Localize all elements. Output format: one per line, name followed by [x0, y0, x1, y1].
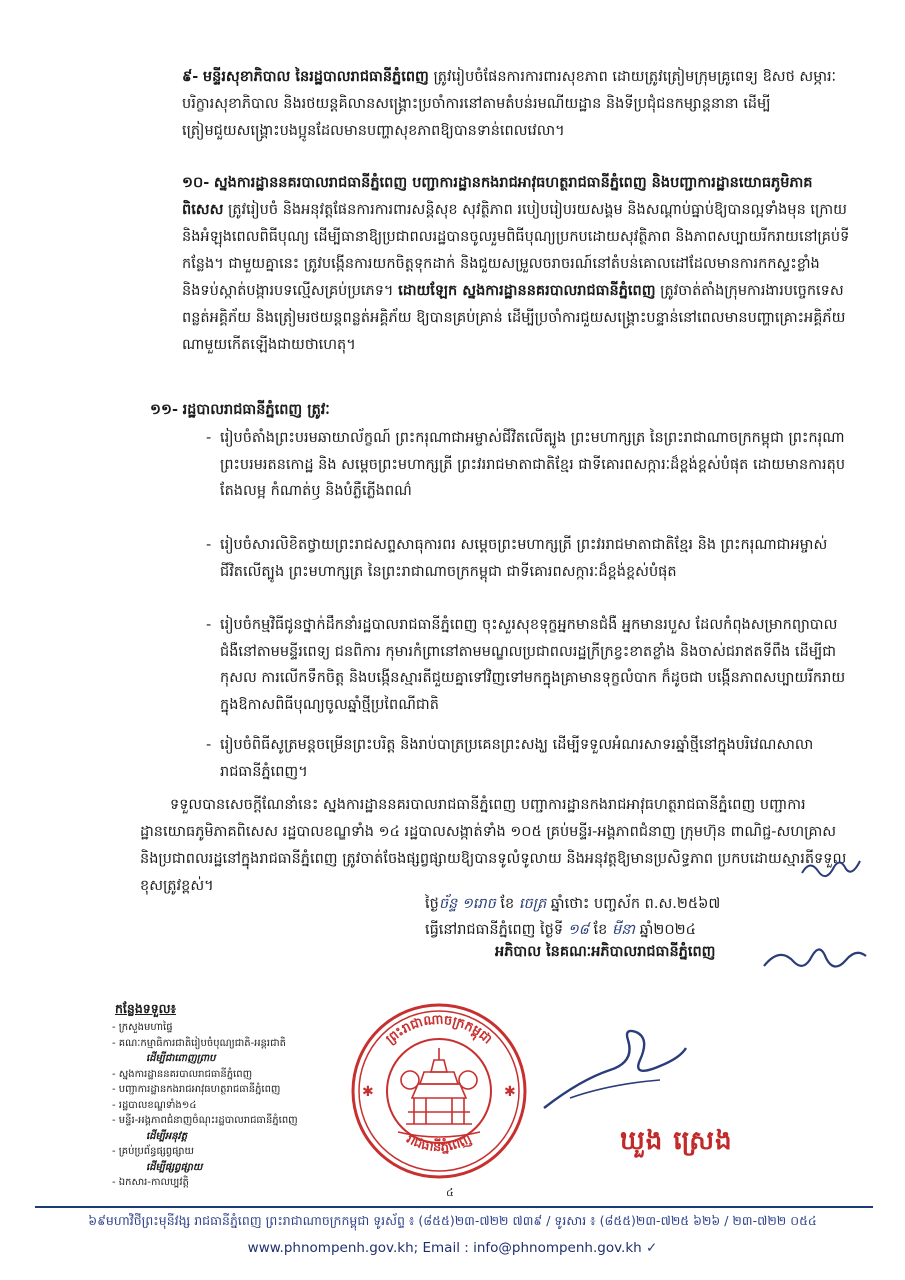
cc-purpose: ដើម្បីជាពោញព្រាប	[146, 1053, 216, 1064]
item-10	[150, 170, 850, 359]
title-signature-icon	[760, 938, 870, 978]
bullet-dash: -	[206, 617, 212, 633]
cc-recipient: - ក្រសួងមហាផ្ទៃ	[112, 1022, 173, 1033]
bullet-dash: -	[206, 737, 212, 753]
solar-date-month: មីនា	[611, 922, 635, 938]
item-11	[150, 397, 850, 424]
bullet-4-text: រៀបចំពិធីសូត្រមន្តចម្រើនព្រះបរិត្ត និងរាប់បាត្រប្រគេនព្រះសង្ឃ ដើម្បីទទួលអំណរសាទរឆ្នាំថ្មីនៅក្នុងបរិវេណសាលារាជធានីភ្នំពេញ។	[220, 737, 814, 780]
page-number: ៤	[446, 1186, 454, 1199]
initials-signature-icon	[800, 855, 862, 881]
footer-divider	[35, 1206, 873, 1208]
lunar-date-day: ច័ន្ទ ១រោច	[438, 896, 496, 912]
bullet-4	[206, 732, 850, 785]
cc-recipient: - បញ្ជាការដ្ឋានកងរាជអាវុធហត្ថរាជធានីភ្នំពេញ	[112, 1084, 281, 1095]
item-9-body: ត្រូវរៀបចំផែនការការពារសុខភាព ដោយត្រូវត្រៀមក្រុមគ្រូពេទ្យ ឱសថ សម្ភារៈបរិក្ខារសុខាភិបាល និងរថយន្តគិលានសង្គ្រោះប្រចាំការនៅតាមតំបន់រមណីយដ្ឋាន និងទីប្រជុំជនកម្សាន្តនានា ដើម្បីត្រៀមជួយសង្គ្រោះបងប្អូនដែលមានបញ្ហាសុខភាពឱ្យបានទាន់ពេលវេលា។	[182, 69, 837, 139]
svg-text:✱: ✱	[362, 1084, 374, 1100]
governor-signature-icon	[540, 1010, 690, 1115]
bullet-dash: -	[206, 537, 212, 553]
checkmark-icon: ✓	[646, 1240, 658, 1256]
item-10-number: ១០-	[182, 175, 210, 191]
footer-address: ៦៩មហាវិថីព្រះមុនីវង្ស រាជធានីភ្នំពេញ ព្រះរាជាណាចក្រកម្ពុជា ទូរស័ព្ទ ៖ (៨៥៥)២៣-៧២២ ៧៣៩ / ទូរសារ ៖ (៨៥៥)២៣-៧២៥ ៦២៦ / ២៣-៧២២ ០៥៤	[88, 1213, 817, 1228]
bullet-2	[206, 532, 850, 585]
official-seal-icon	[348, 1000, 530, 1182]
solar-date-suffix: ឆ្នាំ២០២៤	[634, 922, 696, 938]
footer-web-text: www.phnompenh.gov.kh; Email : info@phnompenh.gov.kh	[247, 1240, 642, 1256]
seal-bottom-text: រាជធានីភ្នំពេញ	[403, 1131, 475, 1156]
closing-paragraph: ទទួលបានសេចក្តីណែនាំនេះ ស្នងការដ្ឋាននគរបាលរាជធានីភ្នំពេញ បញ្ជាការដ្ឋានកងរាជអាវុធហត្ថរាជធានីភ្នំពេញ បញ្ជាការដ្ឋានយោធភូមិភាគពិសេស រដ្ឋបាលខណ្ឌទាំង ១៤ រដ្ឋបាលសង្កាត់ទាំង ១០៥ គ្រប់មន្ទីរ-អង្គភាពជំនាញ ក្រុមហ៊ុន ពាណិជ្ជ-សហគ្រាស និងប្រជាពលរដ្ឋនៅក្នុងរាជធានីភ្នំពេញ ត្រូវចាត់ចែងផ្សព្វផ្សាយឱ្យបានទូលំទូលាយ និងអនុវត្តឱ្យមានប្រសិទ្ធភាព ប្រកបដោយស្មារតីទទួលខុសត្រូវខ្ពស់។	[140, 797, 847, 894]
bullet-1-text: រៀបចំតាំងព្រះបរមឆាយាល័ក្ខណ៍ ព្រះករុណាជាអម្ចាស់ជីវិតលើត្បូង ព្រះមហាក្សត្រ នៃព្រះរាជាណាចក្រកម្ពុជា ព្រះករុណា ព្រះបរមរតនកោដ្ឋ និង សម្តេចព្រះមហាក្សត្រី ព្រះវររាជមាតាជាតិខ្មែរ ជាទីគោរពសក្ការៈដ៏ខ្ពង់ខ្ពស់បំផុត ដោយមានការតុបតែងលម្អ កំណាត់ឫ និងបំភ្លឺភ្លើងពណ៌	[220, 430, 846, 499]
item-9	[160, 64, 850, 145]
bullet-1	[206, 425, 850, 505]
cc-recipient: - រដ្ឋបាលខណ្ឌទាំង១៤	[112, 1099, 197, 1111]
item-9-lead: មន្ទីរសុខាភិបាល នៃរដ្ឋបាលរាជធានីភ្នំពេញ	[202, 69, 429, 85]
item-9-number: ៩-	[182, 69, 199, 85]
solar-date-month-label: ខែ	[588, 922, 612, 938]
item-10-body2: ត្រូវចាត់តាំងក្រុមការងារបច្ចេកទេសពន្លត់អគ្គិភ័យ និងត្រៀមរថយន្តពន្លត់អគ្គិភ័យ ឱ្យបានគ្រប់គ្រាន់ ដើម្បីប្រចាំការជួយសង្គ្រោះបន្ទាន់នៅពេលមានបញ្ហាគ្រោះអគ្គិភ័យណាមួយកើតឡើងជាយថាហេតុ។	[182, 283, 846, 353]
cc-heading: កន្លែងទទួល៖	[115, 1001, 177, 1016]
cc-recipient: - ស្នងការដ្ឋាននគរបាលរាជធានីភ្នំពេញ	[112, 1068, 253, 1080]
signer-name: ឃួង ស្រេង	[620, 1126, 733, 1156]
item-9-text	[160, 64, 850, 145]
svg-text:✱: ✱	[504, 1084, 516, 1100]
cc-list	[112, 1020, 298, 1191]
lunar-date-month-label: ខែ	[495, 896, 519, 912]
cc-purpose: ដើម្បីផ្សព្វផ្សាយ	[146, 1161, 203, 1173]
bullet-3	[206, 612, 850, 718]
item-10-text	[150, 170, 850, 359]
lunar-date-prefix: ថ្ងៃ	[425, 896, 439, 912]
cc-recipient: - មន្ទីរ-អង្គភាពជំនាញចំណុះរដ្ឋបាលរាជធានីភ្នំពេញ	[112, 1115, 298, 1126]
svg-text:ព្រះរាជាណាចក្រកម្ពុជា	[383, 1012, 494, 1047]
bullet-2-text: រៀបចំសារលិខិតថ្វាយព្រះរាជសព្ទសាធុការពរ សម្តេចព្រះមហាក្សត្រី ព្រះវររាជមាតាជាតិខ្មែរ និង ព្រះករុណាជាអម្ចាស់ជីវិតលើត្បូង ព្រះមហាក្សត្រ នៃព្រះរាជាណាចក្រកម្ពុជា ជាទីគោរពសក្ការៈដ៏ខ្ពង់ខ្ពស់បំផុត	[220, 537, 828, 580]
solar-date	[425, 921, 696, 942]
item-10-body: ត្រូវរៀបចំ និងអនុវត្តផែនការការពារសន្តិសុខ សុវត្ថិភាព របៀបរៀបរយសង្គម និងសណ្តាប់ធ្នាប់ឱ្យបានល្អទាំងមុន ក្រោយ និងអំឡុងពេលពិធីបុណ្យ ដើម្បីធានាឱ្យប្រជាពលរដ្ឋបានចូលរួមពិធីបុណ្យប្រកបដោយសុវត្ថិភាព និងភាពសប្បាយរីករាយនៅគ្រប់ទីកន្លែង។ ជាមួយគ្នានេះ ត្រូវបង្កើនការយកចិត្តទុកដាក់ និងជួយសម្រួលចរាចរណ៍នៅតំបន់គោលដៅដែលមានការកកស្ទះខ្លាំង និងទប់ស្កាត់បង្ការបទល្មើសគ្រប់ប្រភេទ។	[182, 202, 850, 299]
cc-recipient: - ឯកសារ-កាលប្បវត្តិ	[112, 1177, 189, 1188]
lunar-date-suffix: ឆ្នាំថោះ បញ្ចស័ក ព.ស.២៥៦៧	[546, 896, 721, 912]
cc-purpose: ដើម្បីអនុវត្ត	[146, 1130, 188, 1142]
seal-top-text: ព្រះរាជាណាចក្រកម្ពុជា	[383, 1012, 495, 1048]
item-10-lead: ស្នងការដ្ឋាននគរបាលរាជធានីភ្នំពេញ បញ្ជាការដ្ឋានកងរាជអាវុធហត្ថរាជធានីភ្នំពេញ និងបញ្ជាការដ្ឋានយោធភូមិភាគពិសេស	[182, 175, 813, 218]
bullet-3-text: រៀបចំកម្មវិធីជូនថ្នាក់ដឹកនាំរដ្ឋបាលរាជធានីភ្នំពេញ ចុះសួរសុខទុក្ខអ្នកមានជំងឺ អ្នកមានរបួស ដែលកំពុងសម្រាកព្យាបាលជំងឺនៅតាមមន្ទីរពេទ្យ ជនពិការ កុមារកំព្រានៅតាមមណ្ឌលប្រជាពលរដ្ឋក្រីក្រខ្វះខាតខ្លាំង និងចាស់ជរាឥតទីពឹង ដើម្បីជាកុសល ការលើកទឹកចិត្ត និងបង្កើនស្មារតីជួយគ្នាទៅវិញទៅមកក្នុងគ្រាមានទុក្ខលំបាក ក៏ដូចជា បង្កើនភាពសប្បាយរីករាយក្នុងឱកាសពិធីបុណ្យចូលឆ្នាំថ្មីប្រពៃណីជាតិ	[220, 617, 846, 713]
cc-recipient: - គ្រប់ប្រព័ន្ធផ្សព្វផ្សាយ	[112, 1146, 195, 1157]
signer-title: អភិបាល នៃគណៈអភិបាលរាជធានីភ្នំពេញ	[495, 944, 716, 960]
solar-date-prefix: ធ្វើនៅរាជធានីភ្នំពេញ ថ្ងៃទី	[425, 922, 568, 938]
lunar-date-month: ចេត្រ	[518, 896, 547, 912]
lunar-date	[425, 895, 720, 916]
item-11-number: ១១-	[150, 402, 178, 418]
solar-date-day: ១៨	[567, 922, 589, 938]
bullet-dash: -	[206, 430, 212, 446]
footer-web	[0, 1240, 905, 1256]
item-11-lead: រដ្ឋបាលរាជធានីភ្នំពេញ ត្រូវៈ	[182, 402, 330, 418]
cc-recipient: - គណៈកម្មាធិការជាតិរៀបចំបុណ្យជាតិ-អន្តរជាតិ	[112, 1037, 286, 1049]
item-10-lead2: ដោយឡែក ស្នងការដ្ឋាននគរបាលរាជធានីភ្នំពេញ	[398, 283, 656, 299]
